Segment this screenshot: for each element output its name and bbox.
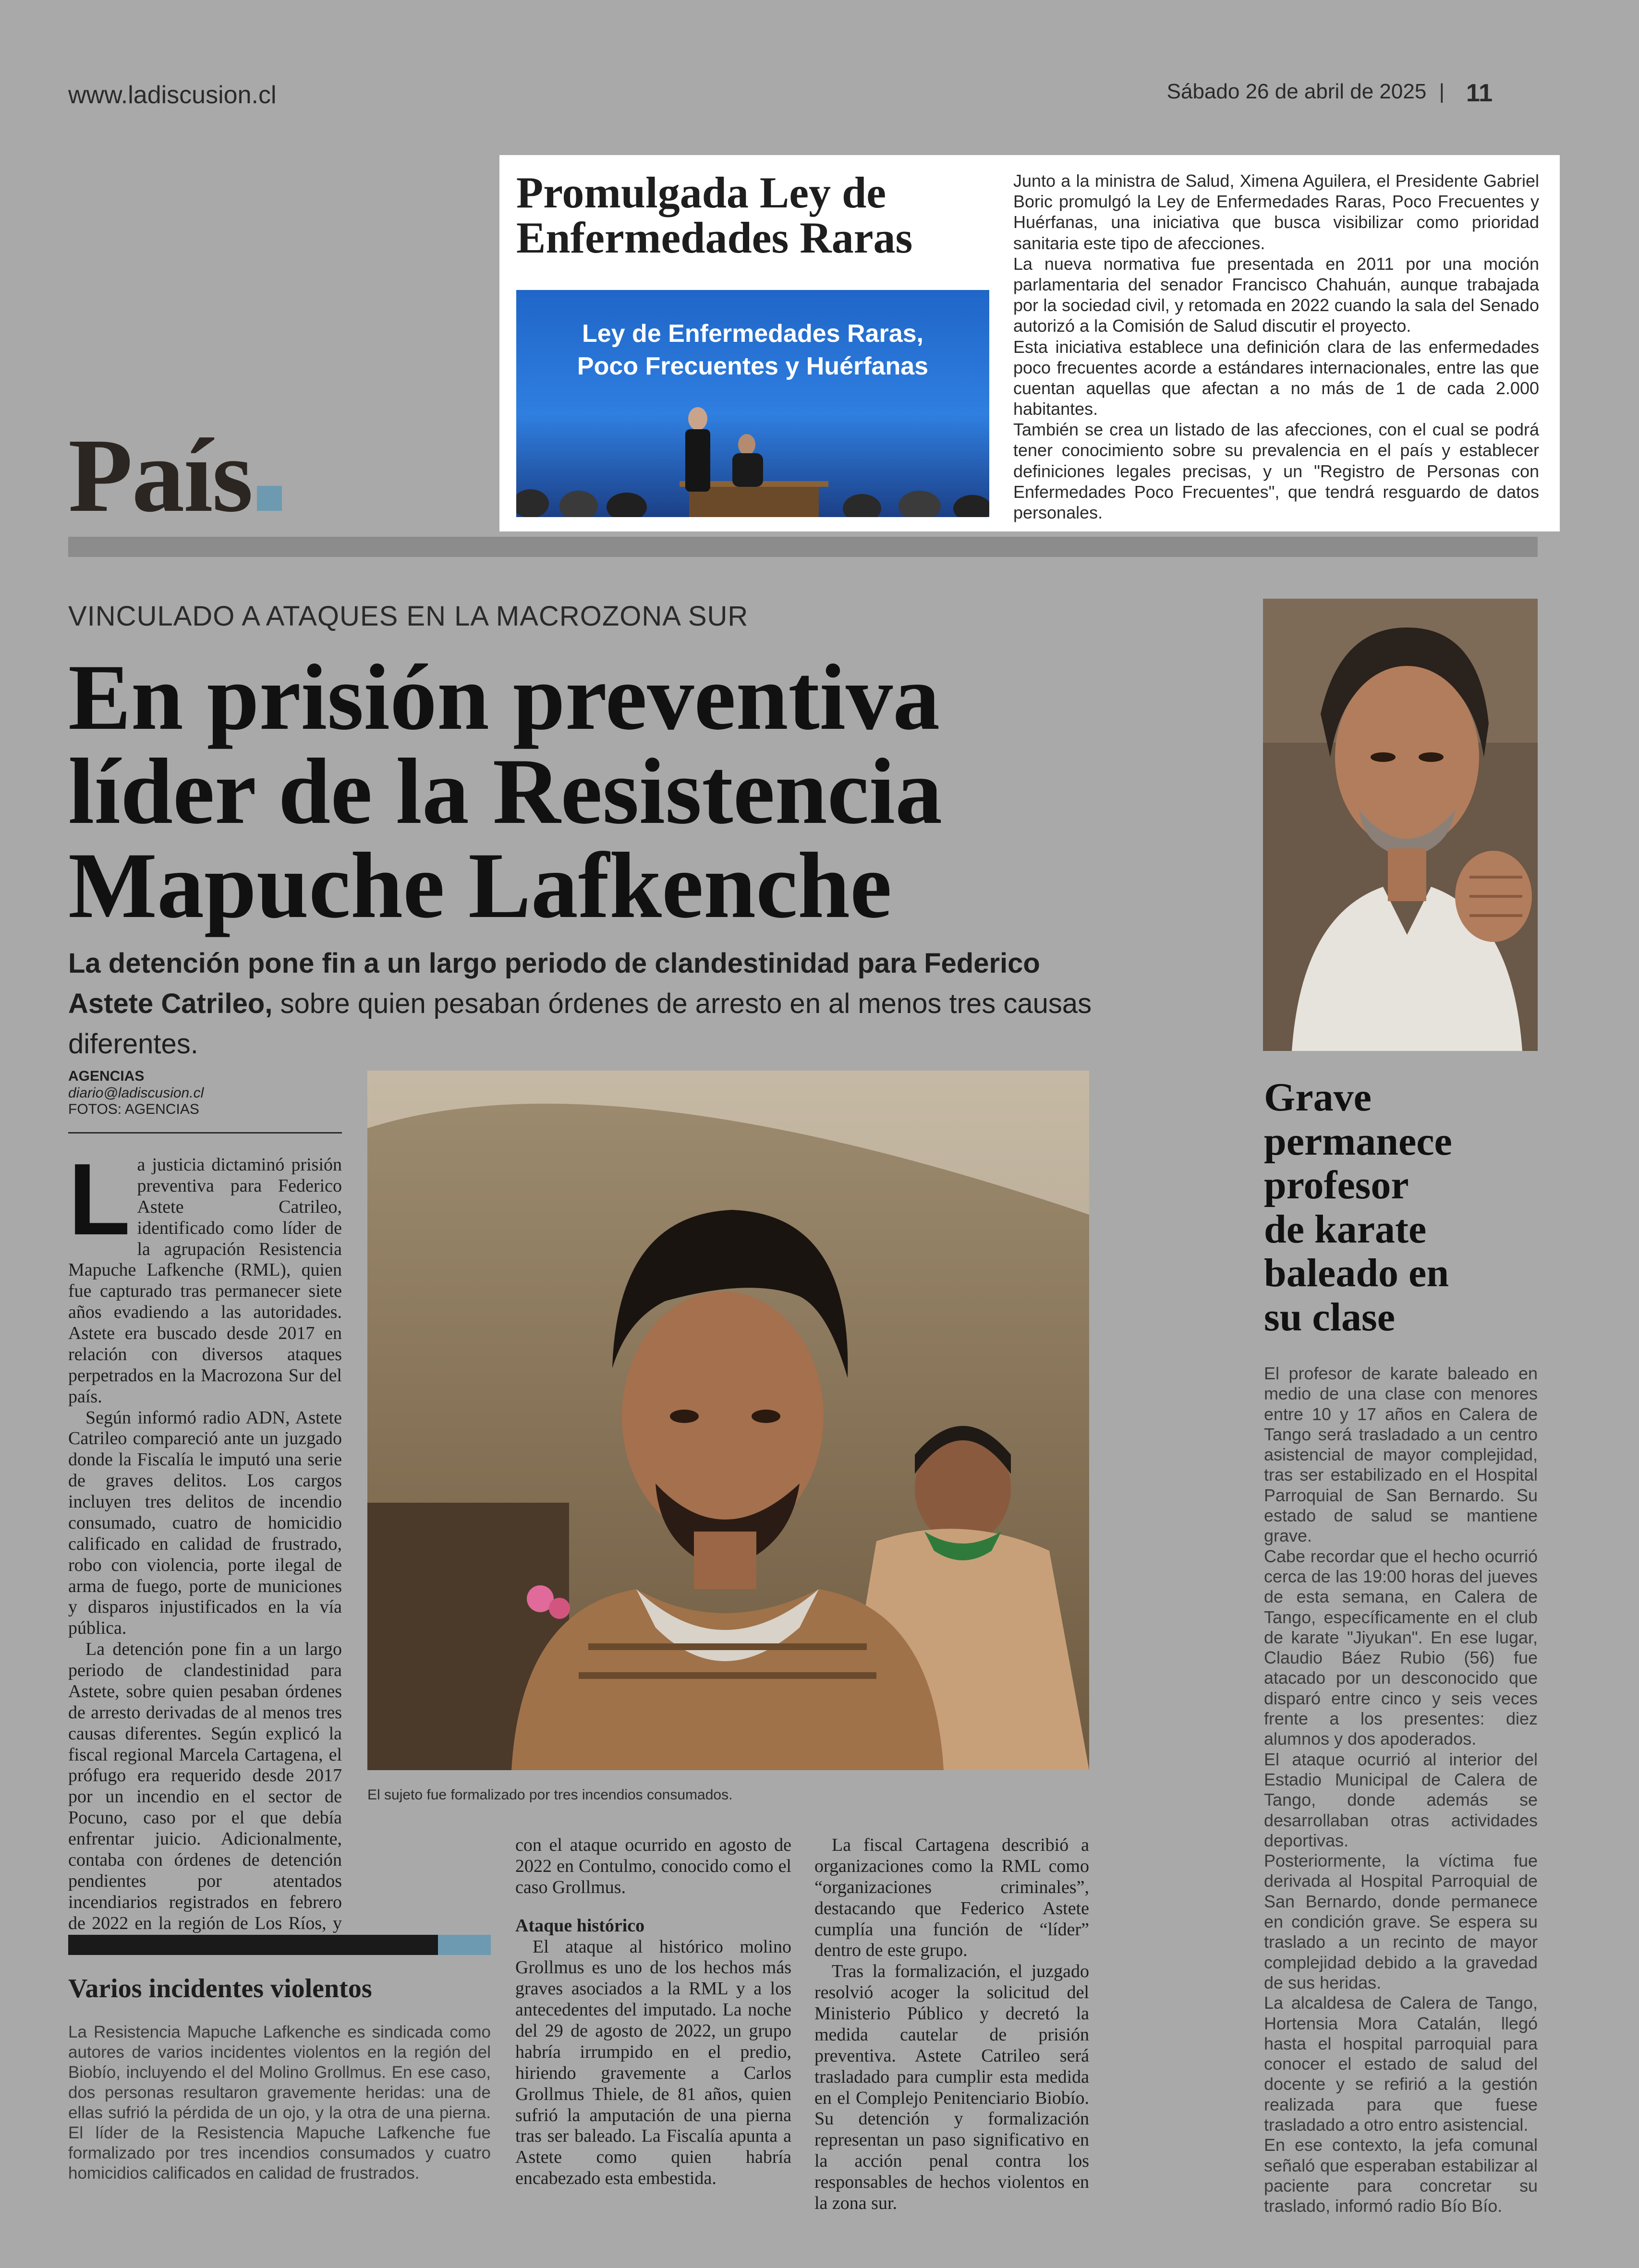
brief-photo (516, 290, 989, 517)
brief-paragraph: Junto a la ministra de Salud, Ximena Aguilera, el Presidente Gabriel Boric promulgó la Ley de Enfermedades Raras, Poco Frecuentes y Huérfanas, una iniciativa que busca visibilizar como prioridad sanitaria este tipo de afecciones. (1013, 171, 1539, 253)
section-name: País (68, 417, 253, 534)
article-headline (68, 645, 1125, 938)
brief-paragraph: También se crea un listado de las afecciones, con el cual se podrá tener conocimiento sobre su prevalencia en el país y establecer definiciones legales precisas, y un "Registro de Personas con Enfermedades Poco Frecuentes", que tendrá resguardo de datos personales. (1013, 420, 1539, 522)
byline-photos: FOTOS: AGENCIAS (68, 1101, 199, 1117)
karate-headline-line: de karate (1264, 1206, 1427, 1252)
karate-paragraph: El ataque ocurrió al interior del Estadio Municipal de Calera de Tango, donde además se desarrollaban otras actividades deportivas. (1264, 1749, 1538, 1850)
sidebar-accent (438, 1935, 491, 1955)
headline-line-1: En prisión preventiva (68, 645, 940, 749)
brief-title: Promulgada Ley de Enfermedades Raras (516, 168, 913, 262)
sidebar-text: La Resistencia Mapuche Lafkenche es sindicada como autores de varios incidentes violentos en la región del Biobío, incluyendo el del Molino Grollmus. En ese caso, dos personas resultaron gravemente heridas: una de ellas sufrió la pérdida de un ojo, y la otra de una pierna. El líder de la Resistencia Mapuche Lafkenche fue formalizado por tres incendios consumados y cuatro homicidios calificados en calidad de frustrados. (68, 2023, 491, 2183)
banner-line-1: Ley de Enfermedades Raras, (582, 320, 923, 348)
article-paragraph: Tras la formalización, el juzgado resolvió acoger la solicitud del Ministerio Público y decretó la medida cautelar de prisión preventiva. Astete Catrileo será trasladado para cumplir esta medida en el Complejo Penitenciario Biobío. Su detención y formalización representan un paso significativo en la acción penal contra los responsables de hechos violentos en la zona sur. (814, 1961, 1089, 2213)
article-paragraph: a justicia dictaminó prisión preventiva para Federico Astete Catrileo, identificado como líder de la agrupación Resistencia Mapuche Lafkenche (RML), quien fue capturado tras permanecer siete años evadiendo a las autoridades. Astete era buscado desde 2017 en relación con diversos ataques perpetrados en la Macrozona Sur del país. (68, 1155, 342, 1407)
karate-headline-line: profesor (1264, 1163, 1409, 1208)
deck-rest: sobre quien pesaban órdenes de arresto en al menos tres causas diferentes. (68, 988, 1092, 1060)
portrait-illustration (367, 1071, 1089, 1770)
byline (68, 1068, 204, 1118)
karate-paragraph: El profesor de karate baleado en medio de una clase con menores entre 10 y 17 años en Calera de Tango será trasladado a un centro asistencial de mayor complejidad, tras ser estabilizado en el Hospital Parroquial de San Bernardo. Su estado de salud se mantiene grave. (1264, 1363, 1538, 1546)
byline-email[interactable]: diario@ladiscusion.cl (68, 1085, 204, 1101)
article-photo (367, 1071, 1089, 1770)
article-paragraph: El ataque al histórico molino Grollmus es uno de los hechos más graves asociados a la RML y a los antecedentes del imputado. La noche del 29 de agosto de 2022, un grupo habría irrumpido en el predio, hiriendo gravemente a Carlos Grollmus Thiele, de 81 años, quien sufrió la amputación de una pierna tras ser baleado. La Fiscalía apunta a Astete como quien habría encabezado esta embestida. (515, 1936, 791, 2189)
karate-paragraph: Cabe recordar que el hecho ocurrió cerca de las 19:00 horas del jueves de esta semana, en Calera de Tango, específicamente en el club de karate "Jiyukan". En ese lugar, Claudio Báez Rubio (56) fue atacado por un desconocido que disparó entre cinco y seis veces frente a los presentes: diez alumnos y dos apoderados. (1264, 1546, 1538, 1749)
drop-cap: L (68, 1142, 131, 1256)
section-dot (257, 486, 282, 511)
page-number: 11 (1466, 79, 1493, 107)
karate-headline-line: permanece (1264, 1119, 1452, 1164)
article-paragraph: La fiscal Cartagena describió a organizaciones como la RML como “organizaciones criminales”, destacando que Federico Astete cumplía una función de “líder” dentro de este grupo. (814, 1835, 1089, 1961)
article-kicker: VINCULADO A ATAQUES EN LA MACROZONA SUR (68, 601, 749, 632)
byline-rule (68, 1132, 342, 1134)
date-text: Sábado 26 de abril de 2025 (1166, 80, 1427, 103)
karate-portrait-illustration (1263, 599, 1538, 1051)
brief-paragraph: Esta iniciativa establece una definición clara de las enfermedades poco frecuentes acorde a estándares internacionales, entre las que cuentan aquellas que afectan a no más de 1 de cada 2.000 habitantes. (1013, 337, 1539, 419)
site-url[interactable]: www.ladiscusion.cl (68, 81, 277, 109)
article-paragraph: Según informó radio ADN, Astete Catrileo compareció ante un juzgado donde la Fiscalía le imputó una serie de graves delitos. Los cargos incluyen tres delitos de incendio consumado, cuatro de homicidio calificado en calidad de frustrado, robo con violencia, porte ilegal de arma de fuego, porte de municiones y disparos injustificados en la vía pública. (68, 1407, 342, 1639)
article-column-1 (68, 1142, 342, 1955)
karate-headline-line: Grave (1264, 1075, 1372, 1120)
deck-bold: La detención pone fin a un largo periodo de clandestinidad para Federico Astete Catrileo, (68, 948, 1040, 1020)
article-column-3 (814, 1835, 1089, 2214)
ceremony-illustration (516, 290, 989, 517)
article-subhead: Ataque histórico (515, 1915, 645, 1936)
karate-photo (1263, 599, 1538, 1051)
date-separator: | (1439, 80, 1445, 103)
karate-headline-line: baleado en (1264, 1251, 1449, 1296)
section-divider (68, 537, 1538, 557)
sidebar-bar (68, 1935, 438, 1955)
byline-agency: AGENCIAS (68, 1068, 145, 1084)
sidebar-title: Varios incidentes violentos (68, 1974, 372, 2003)
karate-headline (1264, 1075, 1542, 1339)
karate-headline-line: su clase (1264, 1294, 1395, 1339)
article-paragraph: con el ataque ocurrido en agosto de 2022 en Contulmo, conocido como el caso Grollmus. (515, 1835, 791, 1897)
section-title (68, 417, 282, 534)
karate-paragraph: Posteriormente, la víctima fue derivada al Hospital Parroquial de San Bernardo, donde permanece en condición grave. Se espera su traslado a un recinto de mayor complejidad debido a la gravedad de sus heridas. (1264, 1851, 1538, 1992)
karate-paragraph: La alcaldesa de Calera de Tango, Hortensia Mora Catalán, llegó hasta el hospital parroquial para conocer el estado de salud del docente y se refirió a la gestión realizada para que fuese trasladado a otro entro asistencial. (1264, 1993, 1538, 2135)
headline-line-2: líder de la Resistencia (68, 739, 943, 844)
karate-paragraph: En ese contexto, la jefa comunal señaló que esperaban estabilizar al paciente para concretar su traslado, informó radio Bío Bío. (1264, 2135, 1538, 2216)
banner-line-2: Poco Frecuentes y Huérfanas (577, 352, 929, 380)
karate-body (1264, 1363, 1538, 2216)
brief-paragraph: La nueva normativa fue presentada en 2011 por una moción parlamentaria del senador Francisco Chahuán, aunque trabajada por la sociedad civil, y retomada en 2022 cuando la sala del Senado autorizó a la Comisión de Salud discutir el proyecto. (1013, 253, 1539, 336)
photo-caption: El sujeto fue formalizado por tres incendios consumados. (367, 1787, 733, 1803)
issue-date (1167, 80, 1445, 104)
brief-body (1013, 170, 1539, 523)
article-paragraph: La detención pone fin a un largo periodo de clandestinidad para Astete, sobre quien pesaban órdenes de arresto derivadas de al menos tres causas diferentes. Según explicó la fiscal regional Marcela Cartagena, el prófugo era requerido desde 2017 por un incendio en el sector de Pocuno, caso por el que debía enfrentar juicio. Adicionalmente, contaba con órdenes de detención pendientes por atentados incendiarios registrados en febrero de 2022 en la región de Los Ríos, y (68, 1639, 342, 1933)
headline-line-3: Mapuche Lafkenche (68, 833, 892, 938)
article-deck (68, 943, 1101, 1064)
article-column-2 (515, 1835, 791, 2189)
